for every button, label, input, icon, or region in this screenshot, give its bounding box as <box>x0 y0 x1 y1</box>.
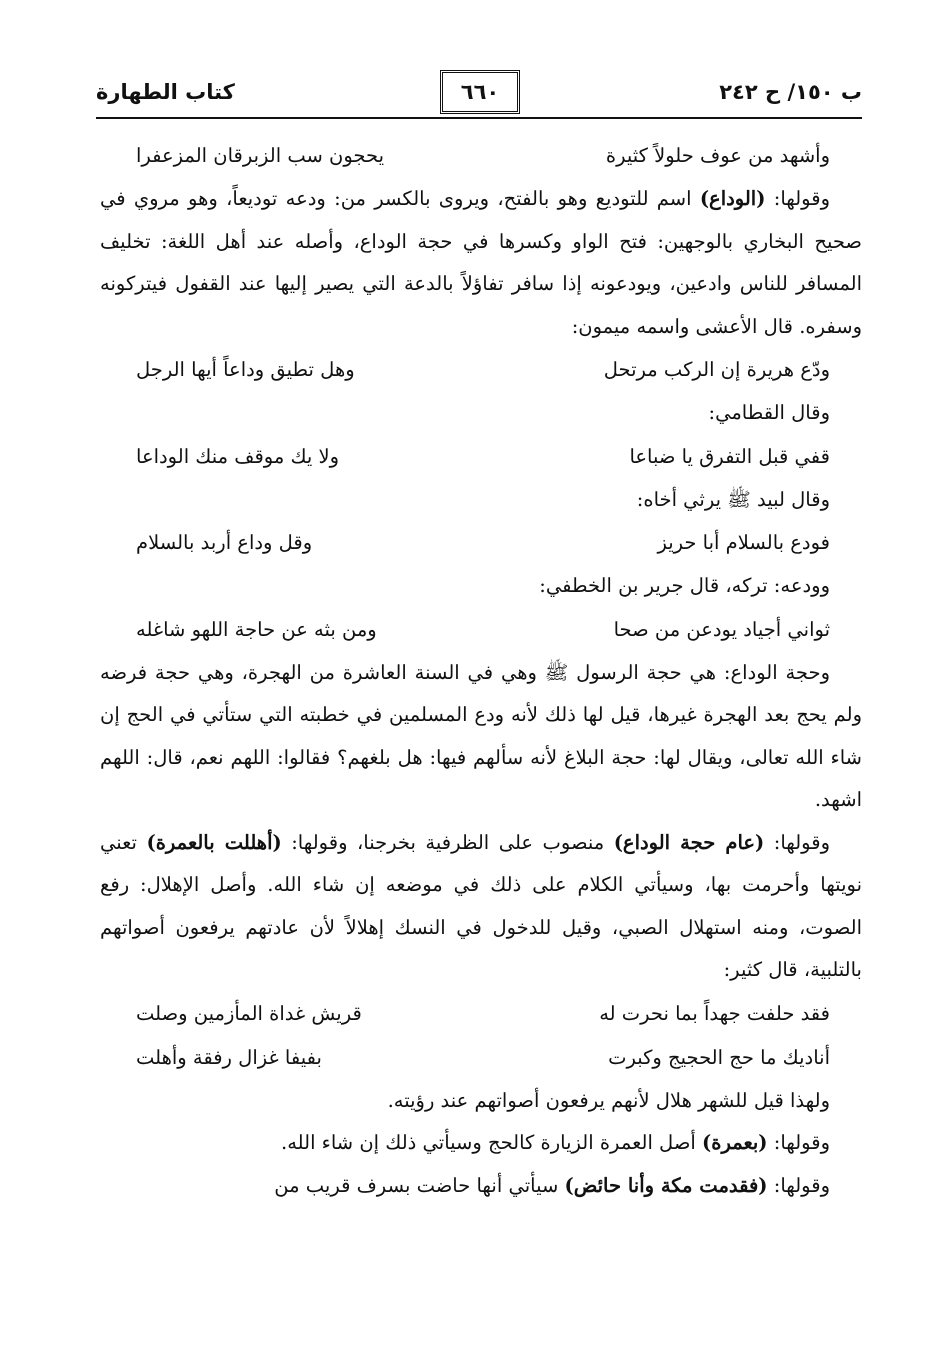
quoted-term: (الوداع) <box>699 187 766 210</box>
verse-line <box>100 134 862 178</box>
verse-second-hemistich: وهل تطيق وداعاً أيها الرجل <box>136 358 355 381</box>
paragraph-text: وقولها: <box>767 1173 830 1197</box>
verse-second-hemistich: وقل وداع أربد بالسلام <box>136 531 313 554</box>
quoted-term: (بعمرة) <box>702 1131 768 1154</box>
quoted-term: (أهللت بالعمرة) <box>146 830 282 854</box>
paragraph <box>100 178 862 348</box>
verse-second-hemistich: ولا يك موقف منك الوداعا <box>136 444 340 468</box>
verse-line <box>100 608 862 652</box>
page-number: ٦٦٠ <box>460 80 500 104</box>
verse-intro: وودعه: تركه، قال جرير بن الخطفي: <box>539 574 830 597</box>
paragraph-text: تعني نويتها وأحرمت بها، وسيأتي الكلام على ذلك في موضعه إن شاء الله. وأصل الإهلال: رفع الصوت، ومنه استهلال الصبي، وقيل للدخول في النسك إهلالاً لأن عادتهم يرفعون أصواتهم بالتلبية، قال كثير: <box>100 830 862 981</box>
verse-intro: وقال لبيد ﷺ يرثي أخاه: <box>636 487 830 511</box>
verse-first-hemistich: ودّع هريرة إن الركب مرتحل <box>603 358 830 381</box>
verse-line <box>100 521 862 565</box>
verse-first-hemistich: قفي قبل التفرق يا ضباعا <box>629 444 830 468</box>
verse-first-hemistich: وأشهد من عوف حلولاً كثيرة <box>605 144 830 167</box>
quoted-term: (عام حجة الوداع) <box>613 830 765 854</box>
paragraph-text: وقولها: <box>765 187 830 210</box>
quoted-term: (فقدمت مكة وأنا حائض) <box>564 1173 768 1197</box>
paragraph-text: اسم للتوديع وهو بالفتح، ويروى بالكسر من: ودعه توديعاً، وهو مروي في صحيح البخاري بالوجهين: فتح الواو وكسرها في حجة الوداع، وأصله عند أهل اللغة: تخليف المسافر للناس وادعين، ويودعونه إذا سافر تفاؤلاً بالدعة التي يصير إليها عند القفول فيتركونه وسفره. قال الأعشى واسمه ميمون: <box>100 187 862 338</box>
paragraph-text: وقولها: <box>764 830 830 854</box>
paragraph <box>100 1165 862 1208</box>
verse-line <box>100 1036 862 1080</box>
verse-intro: وقال القطامي: <box>708 401 830 424</box>
verse-second-hemistich: ومن بثه عن حاجة اللهو شاغله <box>136 617 377 641</box>
verse-first-hemistich: فقد حلفت جهداً بما نحرت له <box>599 1001 830 1025</box>
header-rule <box>96 117 862 119</box>
paragraph-text: منصوب على الظرفية بخرجنا، وقولها: <box>281 830 614 854</box>
verse-first-hemistich: ثواني أجياد يودعن من صحا <box>613 617 830 641</box>
text-body <box>100 134 862 1207</box>
paragraph-text: سيأتي أنها حاضت بسرف قريب من <box>274 1173 565 1197</box>
paragraph <box>100 822 862 992</box>
verse-first-hemistich: أناديك ما حج الحجيج وكبرت <box>608 1045 830 1069</box>
paragraph-text: وقولها: <box>767 1131 830 1154</box>
page-number-box <box>440 70 520 114</box>
verse-second-hemistich: قريش غداة المأزمين وصلت <box>136 1001 362 1025</box>
verse-line <box>100 992 862 1036</box>
book-title: كتاب الطهارة <box>96 80 235 104</box>
paragraph: ولهذا قيل للشهر هلال لأنهم يرفعون أصواتهم عند رؤيته. <box>387 1088 830 1112</box>
verse-first-hemistich: فودع بالسلام أبا حريز <box>657 531 830 554</box>
verse-second-hemistich: بفيفا غزال رفقة وأهلت <box>136 1045 322 1069</box>
verse-line <box>100 348 862 392</box>
paragraph <box>100 1122 862 1165</box>
verse-second-hemistich: يحجون سب الزبرقان المزعفرا <box>136 144 385 167</box>
chapter-reference: ب ١٥٠/ ح ٢٤٢ <box>719 80 862 104</box>
paragraph-text: أصل العمرة الزيارة كالحج وسيأتي ذلك إن شاء الله. <box>281 1131 702 1154</box>
paragraph: وحجة الوداع: هي حجة الرسول ﷺ وهي في السنة العاشرة من الهجرة، وهي حجة فرضه ولم يحج بعد الهجرة غيرها، قيل لها ذلك لأنه ودع المسلمين في خطبته التي ستأتي في الحج إن شاء الله تعالى، ويقال لها: حجة البلاغ لأنه سألهم فيها: هل بلغهم؟ فقالوا: اللهم نعم، قال: اللهم اشهد. <box>100 660 862 811</box>
verse-line <box>100 435 862 479</box>
page-header <box>96 70 862 120</box>
